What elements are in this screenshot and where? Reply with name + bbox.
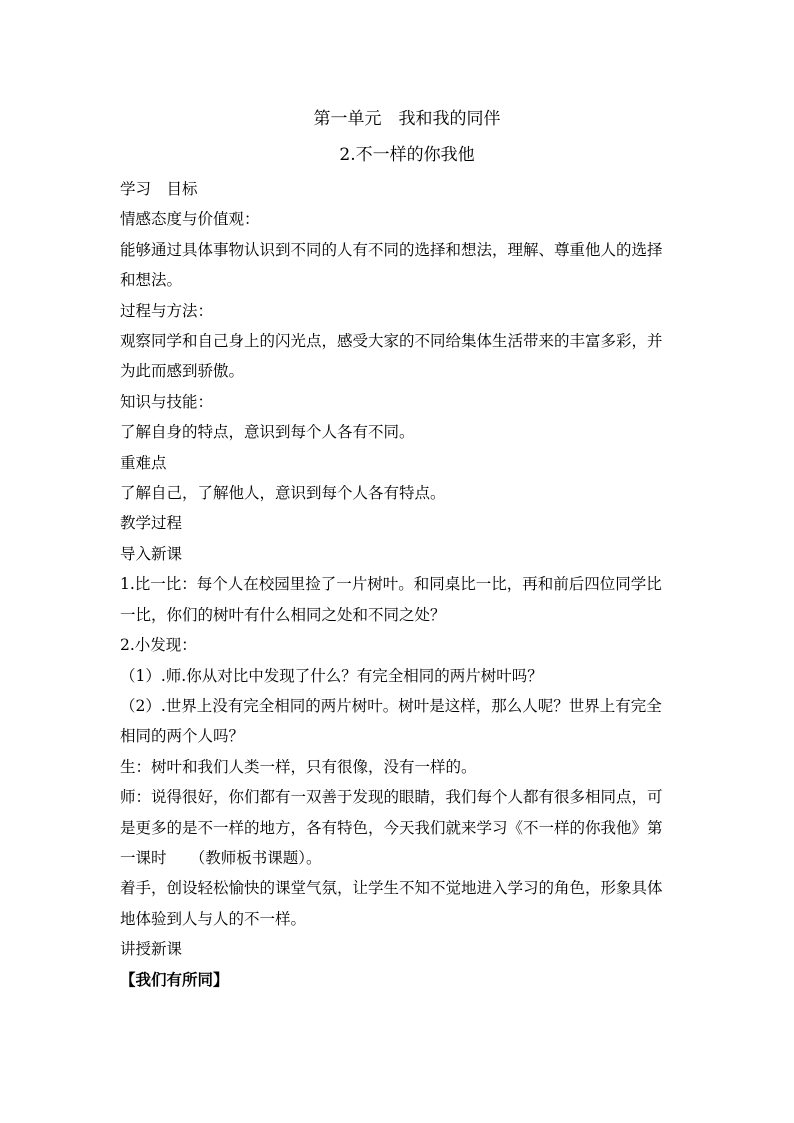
lesson-title: 2.不一样的你我他 — [339, 145, 475, 165]
paragraph-process-methods: 观察同学和自己身上的闪光点，感受大家的不同给集体生活带来的丰富多彩，并为此而感到骄傲。 — [120, 332, 663, 381]
paragraph-discovery: 2.小发现： — [120, 636, 197, 655]
paragraph-attitude-values: 能够通过具体事物认识到不同的人有不同的选择和想法，理解、尊重他人的选择和想法。 — [120, 240, 663, 290]
heading-process-methods: 过程与方法： — [120, 301, 214, 320]
document-body — [120, 104, 676, 995]
heading-teaching-process: 教学过程 — [120, 514, 183, 533]
heading-learning-goals: 学习 目标 — [120, 180, 198, 198]
heading-attitude-values: 情感态度与价值观： — [120, 210, 260, 229]
heading-knowledge-skills: 知识与技能： — [120, 392, 214, 411]
heading-introduction: 导入新课 — [120, 544, 183, 563]
heading-key-points: 重难点 — [120, 453, 167, 472]
heading-new-lesson: 讲授新课 — [120, 940, 183, 959]
unit-title: 第一单元 我和我的同伴 — [313, 109, 501, 129]
heading-we-share: 【我们有所同】 — [120, 969, 229, 989]
paragraph-key-points: 了解自己，了解他人，意识到每个人各有特点。 — [120, 484, 446, 503]
paragraph-question-2: （2）.世界上没有完全相同的两片树叶。树叶是这样，那么人呢？世界上有完全相同的两个人吗？ — [120, 696, 662, 746]
paragraph-design-intent: 着手，创设轻松愉快的课堂气氛，让学生不知不觉地进入学习的角色，形象具体地体验到人与人的不一样。 — [120, 879, 663, 928]
paragraph-question-1: （1）.师.你从对比中发现了什么？有完全相同的两片树叶吗？ — [120, 666, 543, 685]
paragraph-student-answer: 生：树叶和我们人类一样，只有很像，没有一样的。 — [120, 757, 477, 776]
paragraph-teacher-remark: 师：说得很好，你们都有一双善于发现的眼睛，我们每个人都有很多相同点，可是更多的是不一样的地方，各有特色，今天我们就来学习《不一样的你我他》第一课时 （教师板书课题）。 — [120, 788, 663, 867]
paragraph-knowledge-skills: 了解自身的特点，意识到每个人各有不同。 — [120, 423, 415, 442]
paragraph-compare: 1.比一比：每个人在校园里捡了一片树叶。和同桌比一比，再和前后四位同学比一比，你们的树叶有什么相同之处和不同之处？ — [120, 575, 662, 624]
